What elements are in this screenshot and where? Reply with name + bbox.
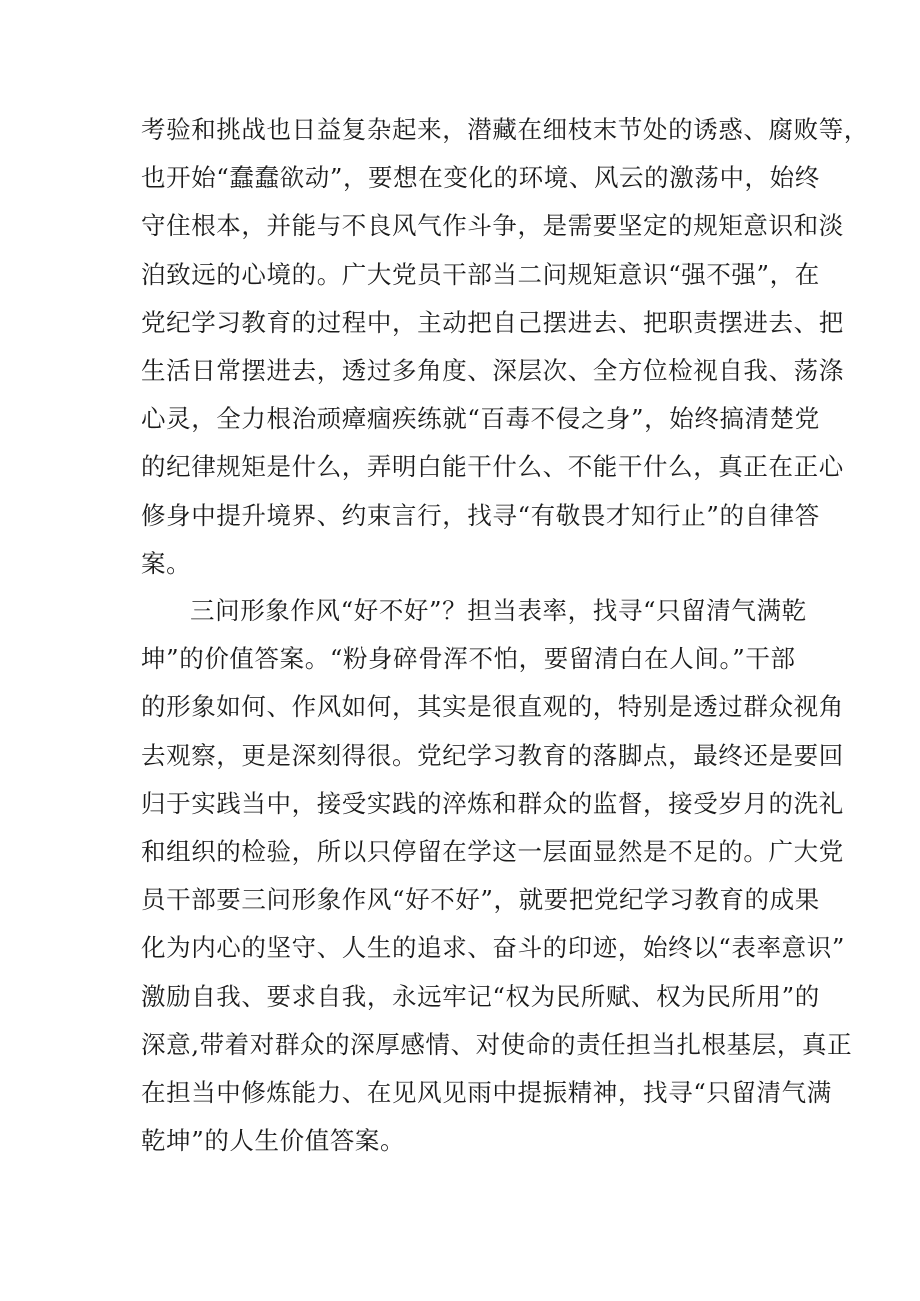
paragraph-line: 也开始“蠢蠢欲动”，要想在变化的环境、风云的激荡中，始终 [141, 163, 820, 193]
paragraph-line: 党纪学习教育的过程中，主动把自己摆进去、把职责摆进去、把 [141, 307, 844, 337]
paragraph-line: 的形象如何、作风如何，其实是很直观的，特别是透过群众视角 [141, 692, 844, 722]
paragraph-line: 三问形象作风“好不好”？担当表率，找寻“只留清气满乾 [190, 596, 807, 625]
paragraph-rules-awareness [141, 106, 869, 588]
paragraph-image-and-style [141, 587, 853, 1165]
paragraph-line: 的纪律规矩是什么，弄明白能干什么、不能干什么，真正在正心 [141, 452, 844, 482]
paragraph-line: 乾坤”的人生价值答案。 [141, 1126, 406, 1156]
paragraph-line: 坤”的价值答案。“粉身碎骨浑不怕，要留清白在人间。”干部 [141, 644, 796, 674]
paragraph-line: 心灵，全力根治顽瘴痼疾练就“百毒不侵之身”，始终搞清楚党 [141, 404, 820, 434]
paragraph-line: 修身中提升境界、约束言行，找寻“有敬畏才知行止”的自律答 [141, 500, 820, 530]
paragraph-line: 员干部要三问形象作风“好不好”，就要把党纪学习教育的成果 [141, 885, 820, 915]
paragraph-line: 去观察，更是深刻得很。党纪学习教育的落脚点，最终还是要回 [141, 740, 844, 770]
paragraph-line: 深意,带着对群众的深厚感情、对使命的责任担当扎根基层，真正 [141, 1029, 853, 1059]
paragraph-line: 案。 [141, 548, 192, 578]
paragraph-line: 激励自我、要求自我，永远牢记“权为民所赋、权为民所用”的 [141, 981, 820, 1011]
paragraph-line: 生活日常摆进去，透过多角度、深层次、全方位检视自我、荡涤 [141, 355, 844, 385]
paragraph-line: 在担当中修炼能力、在见风见雨中提振精神，找寻“只留清气满 [141, 1077, 832, 1107]
paragraph-line: 泊致远的心境的。广大党员干部当二问规矩意识“强不强”，在 [141, 259, 820, 289]
paragraph-line: 归于实践当中，接受实践的淬炼和群众的监督，接受岁月的洗礼 [141, 788, 844, 818]
paragraph-line: 考验和挑战也日益复杂起来，潜藏在细枝末节处的诱惑、腐败等， [141, 115, 869, 144]
paragraph-line: 和组织的检验，所以只停留在学这一层面显然是不足的。广大党 [141, 836, 844, 866]
paragraph-line: 守住根本，并能与不良风气作斗争，是需要坚定的规矩意识和淡 [141, 211, 844, 241]
paragraph-line: 化为内心的坚守、人生的追求、奋斗的印迹，始终以“表率意识” [141, 933, 845, 963]
